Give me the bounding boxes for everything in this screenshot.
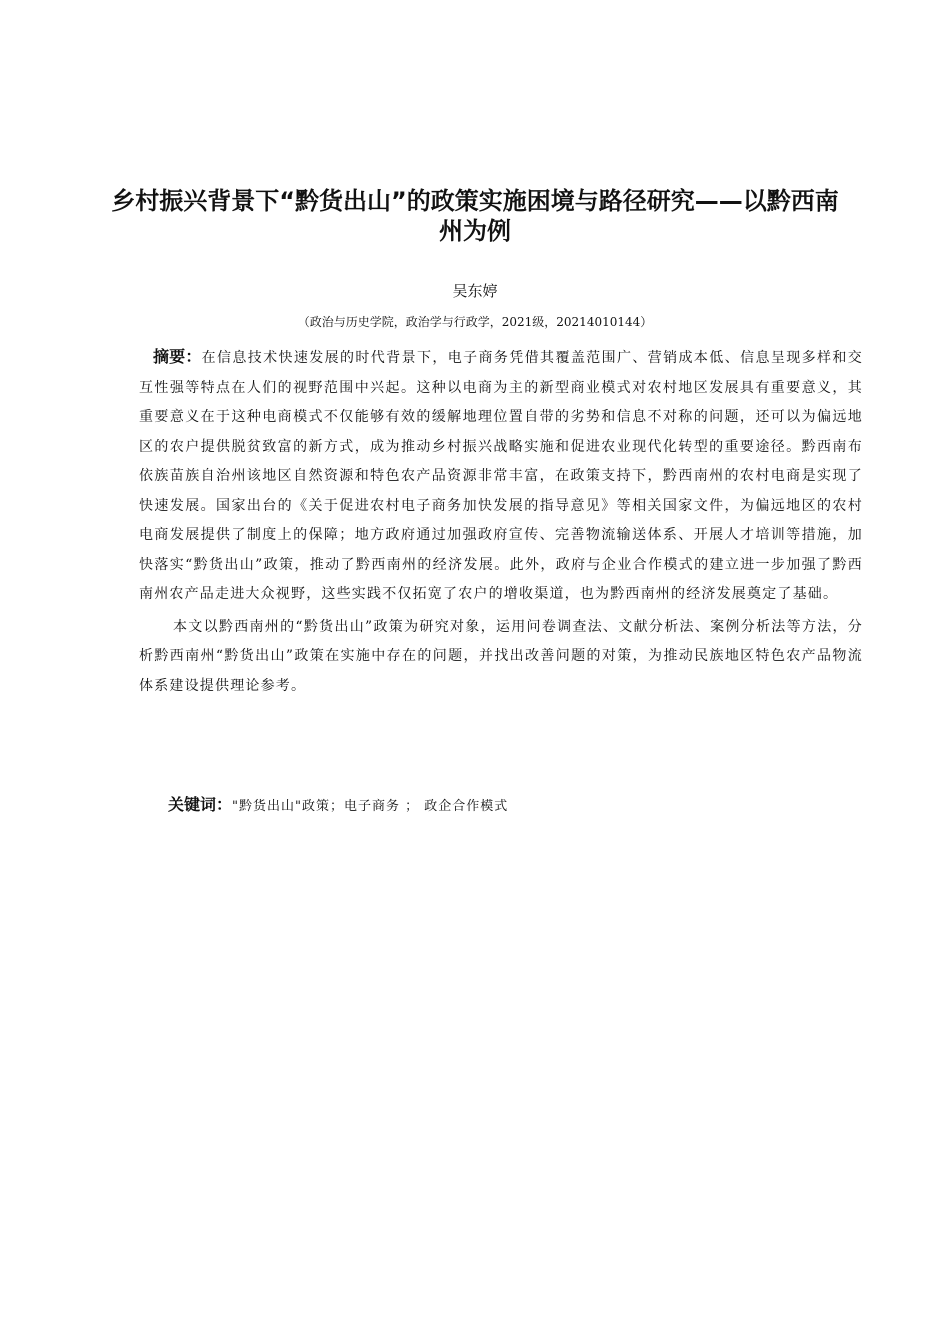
author-affiliation: （政治与历史学院，政治学与行政学，2021级，20214010144）	[297, 315, 653, 329]
abstract-text-1: 在信息技术快速发展的时代背景下，电子商务凭借其覆盖范围广、营销成本低、信息呈现多样和交互性强等特点在人们的视野范围中兴起。这种以电商为主的新型商业模式对农村地区发展具有重要意义，其重要意义在于这种电商模式不仅能够有效的缓解地理位置自带的劣势和信息不对称的问题，还可以为偏远地区的农户提供脱贫致富的新方式，成为推动乡村振兴战略实施和促进农业现代化转型的重要途径。黔西南布依族苗族自治州该地区自然资源和特色农产品资源非常丰富，在政策支持下，黔西南州的农村电商是实现了快速发展。国家出台的《关于促进农村电子商务加快发展的指导意见》等相关国家文件，为偏远地区的农村电商发展提供了制度上的保障；地方政府通过加强政府宣传、完善物流输送体系、开展人才培训等措施，加快落实“黔货出山”政策，推动了黔西南州的经济发展。此外，政府与企业合作模式的建立进一步加强了黔西南州农产品走进大众视野，这些实践不仅拓宽了农户的增收渠道，也为黔西南州的经济发展奠定了基础。	[139, 350, 863, 602]
author-name: 吴东婷	[452, 282, 498, 300]
abstract-paragraph-2: 本文以黔西南州的“黔货出山”政策为研究对象，运用问卷调查法、文献分析法、案例分析法等方法，分析黔西南州“黔货出山”政策在实施中存在的问题，并找出改善问题的对策，为推动民族地区特色农产品物流体系建设提供理论参考。	[139, 618, 863, 694]
abstract-paragraph-1	[139, 342, 863, 610]
keywords-line	[168, 793, 868, 819]
abstract-label: 摘要：	[153, 347, 202, 366]
paper-title: 乡村振兴背景下“黔货出山”的政策实施困境与路径研究——以黔西南州为例	[111, 187, 839, 245]
keywords-values: "黔货出山"政策；电子商务 ； 政企合作模式	[232, 799, 509, 814]
keywords-label: 关键词：	[168, 795, 233, 814]
abstract-section	[139, 342, 863, 701]
